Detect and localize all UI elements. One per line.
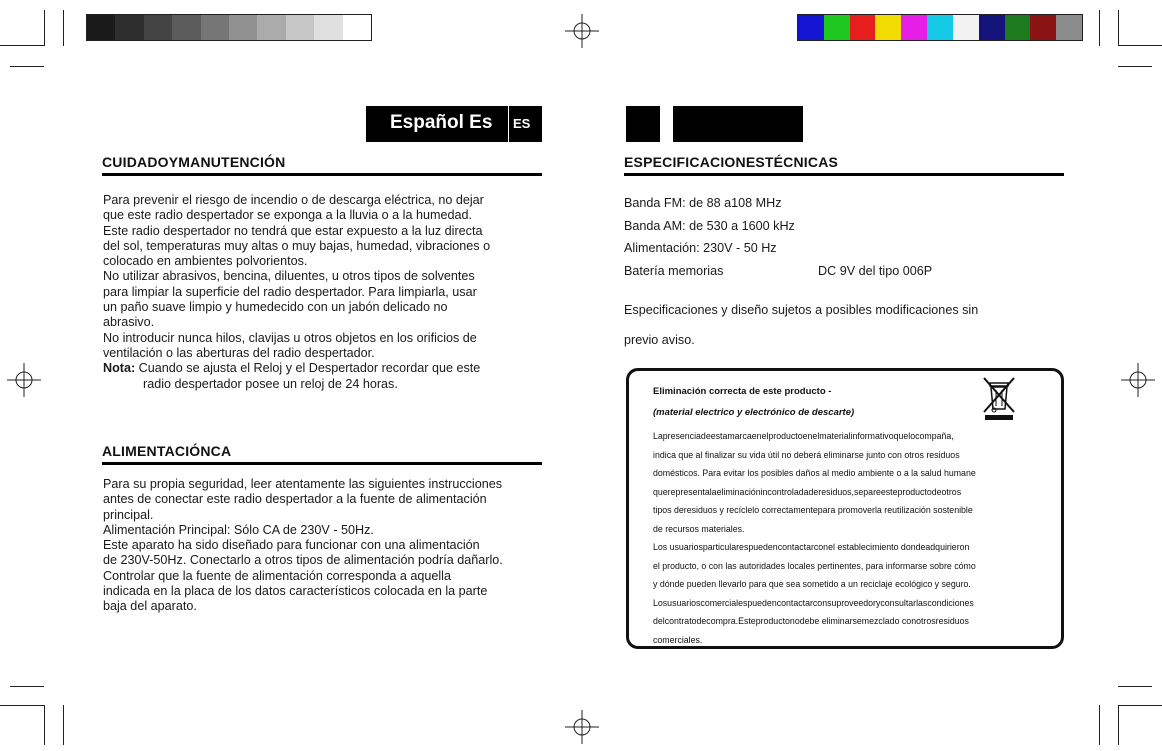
power-line: indicada en la placa de los datos característicos colocada en la parte (103, 584, 488, 599)
disposal-line: y dónde pueden llevarlo para que sea sometido a un reciclaje ecológico y seguro. (653, 579, 971, 589)
crop-mark (1118, 705, 1119, 745)
calibration-swatch (144, 15, 172, 40)
crop-mark (1118, 705, 1162, 706)
disposal-line: indica que al finalizar su vida útil no deberá eliminarse junto con otros residuos (653, 449, 960, 460)
calibration-swatch (343, 15, 371, 40)
power-text (103, 477, 503, 615)
calibration-swatch (901, 15, 927, 40)
crop-mark (1118, 10, 1119, 46)
disposal-line: domésticos. Para evitar los posibles daños al medio ambiente o a la salud humane (653, 468, 976, 478)
calibration-swatch (875, 15, 901, 40)
header-tab-block (626, 106, 660, 142)
crop-mark (10, 686, 44, 687)
disposal-line: Losusuarioscomercialespuedencontactarconsuproveedoryconsultarlascondiciones (653, 597, 974, 608)
calibration-swatch (1030, 15, 1056, 40)
registration-mark-icon (565, 14, 599, 48)
care-line: Este radio despertador no tendrá que estar expuesto a la luz directa (103, 223, 483, 238)
section-divider (624, 173, 1064, 176)
crop-mark (1118, 45, 1162, 46)
care-line: Para prevenir el riesgo de incendio o de descarga eléctrica, no dejar (103, 193, 484, 207)
care-line: No utilizar abrasivos, bencina, diluentes, u otros tipos de solventes (103, 269, 475, 284)
crop-mark (10, 66, 44, 67)
calibration-swatch (201, 15, 229, 40)
power-line: Controlar que la fuente de alimentación corresponda a aquella (103, 568, 451, 583)
disposal-title: Eliminación correcta de este producto - (653, 386, 832, 397)
power-line: Este aparato ha sido diseñado para funcionar con una alimentación (103, 538, 480, 553)
language-label: Español Es (390, 112, 493, 133)
crossed-bin-icon (981, 375, 1017, 421)
header-title-block (673, 106, 803, 142)
color-calibration-bar (797, 14, 1083, 41)
calibration-swatch (286, 15, 314, 40)
care-line: del sol, temperaturas muy altas o muy bajas, humedad, vibraciones o (103, 238, 491, 253)
power-line: baja del aparato. (103, 599, 197, 614)
disposal-line: delcontratodecompra.Esteproductonodebe eliminarsemezclado conotrosresiduos (653, 616, 969, 626)
care-line: No introducir nunca hilos, clavijas u otros objetos en los orificios de (103, 330, 477, 345)
power-line: antes de conectar este radio despertador a la fuente de alimentación (103, 492, 487, 507)
power-line: Alimentación Principal: Sólo CA de 230V - 50Hz. (103, 522, 374, 537)
language-tab-glyph: ES (513, 116, 531, 131)
section-divider (102, 173, 542, 176)
registration-mark-icon (7, 363, 41, 397)
disposal-line: Los usuariosparticularespuedencontactarconel establecimiento dondeadquirieron (653, 542, 970, 552)
care-line: que este radio despertador se exponga a la lluvia o a la humedad. (103, 208, 472, 223)
disposal-subtitle: (material electrico y electrónico de descarte) (653, 407, 855, 418)
calibration-swatch (229, 15, 257, 40)
crop-mark (63, 705, 64, 745)
disposal-line: el producto, o con las autoridades locales pertinentes, para informarse sobre cómo (653, 560, 976, 571)
disposal-line: querepresentalaeliminaciónincontroladaderesiduos,separeesteproductodeotros (653, 486, 962, 497)
care-line: colocado en ambientes polvorientos. (103, 254, 308, 269)
power-line: Para su propia seguridad, leer atentamente las siguientes instrucciones (103, 477, 503, 491)
crop-mark (1118, 686, 1152, 687)
spec-power: Alimentación: 230V - 50 Hz (624, 241, 777, 255)
disposal-line: de recursos materiales. (653, 523, 745, 534)
note-label: Nota: (103, 361, 136, 376)
spec-disclaimer: Especificaciones y diseño sujetos a posibles modificaciones sin (624, 303, 979, 317)
disposal-line: comerciales. (653, 634, 703, 645)
power-line: principal. (103, 507, 154, 522)
calibration-swatch (115, 15, 143, 40)
disposal-text (653, 427, 1059, 649)
calibration-swatch (979, 15, 1005, 40)
registration-mark-icon (1121, 363, 1155, 397)
spec-battery-label: Batería memorias (624, 264, 724, 278)
power-line: de 230V-50Hz. Conectarlo a otros tipos de alimentación podría dañarlo. (103, 553, 503, 568)
care-text (103, 193, 490, 392)
language-tab (509, 106, 542, 142)
crop-mark (0, 45, 44, 46)
care-line: para limpiar la superficie del radio despertador. Para limpiarla, usar (103, 284, 477, 299)
care-section-title: CUIDADOYMANUTENCIÓN (102, 154, 286, 170)
note-line-2: radio despertador posee un reloj de 24 horas. (143, 376, 398, 391)
calibration-swatch (953, 15, 979, 40)
specs-section-title: ESPECIFICACIONESTÉCNICAS (624, 154, 839, 170)
section-divider (102, 462, 542, 465)
spec-fm: Banda FM: de 88 a108 MHz (624, 196, 782, 210)
calibration-swatch (798, 15, 824, 40)
calibration-swatch (1005, 15, 1031, 40)
grayscale-calibration-bar (86, 14, 372, 41)
spec-battery-value: DC 9V del tipo 006P (818, 264, 933, 278)
calibration-swatch (172, 15, 200, 40)
language-header (366, 106, 508, 142)
registration-mark-icon (565, 710, 599, 744)
calibration-swatch (850, 15, 876, 40)
weee-disposal-notice (626, 368, 1064, 649)
crop-mark (44, 705, 45, 745)
disposal-line: tipos deresiduos y recíclelo correctamentepara promoverla reutilización sostenible (653, 505, 973, 515)
calibration-swatch (1056, 15, 1082, 40)
crop-mark (0, 705, 44, 706)
power-section-title: ALIMENTACIÓNCA (102, 443, 232, 459)
care-line: abrasivo. (103, 315, 155, 330)
crop-mark (1118, 66, 1152, 67)
crop-mark (44, 10, 45, 46)
calibration-swatch (824, 15, 850, 40)
calibration-swatch (314, 15, 342, 40)
care-line: ventilación o las aberturas del radio despertador. (103, 345, 375, 360)
crop-mark (1099, 705, 1100, 745)
disposal-line: Lapresenciadeestamarcaenelproductoenelmaterialinformativoquelocompaña, (653, 431, 954, 441)
note-text: Cuando se ajusta el Reloj y el Despertador recordar que este (135, 361, 481, 376)
care-line: un paño suave limpio y humedecido con un jabón delicado no (103, 300, 448, 315)
calibration-swatch (257, 15, 285, 40)
crop-mark (63, 10, 64, 46)
crop-mark (1099, 10, 1100, 46)
spec-disclaimer-2: previo aviso. (624, 333, 695, 347)
calibration-swatch (87, 15, 115, 40)
calibration-swatch (927, 15, 953, 40)
note-line (103, 361, 490, 376)
spec-am: Banda AM: de 530 a 1600 kHz (624, 219, 795, 233)
